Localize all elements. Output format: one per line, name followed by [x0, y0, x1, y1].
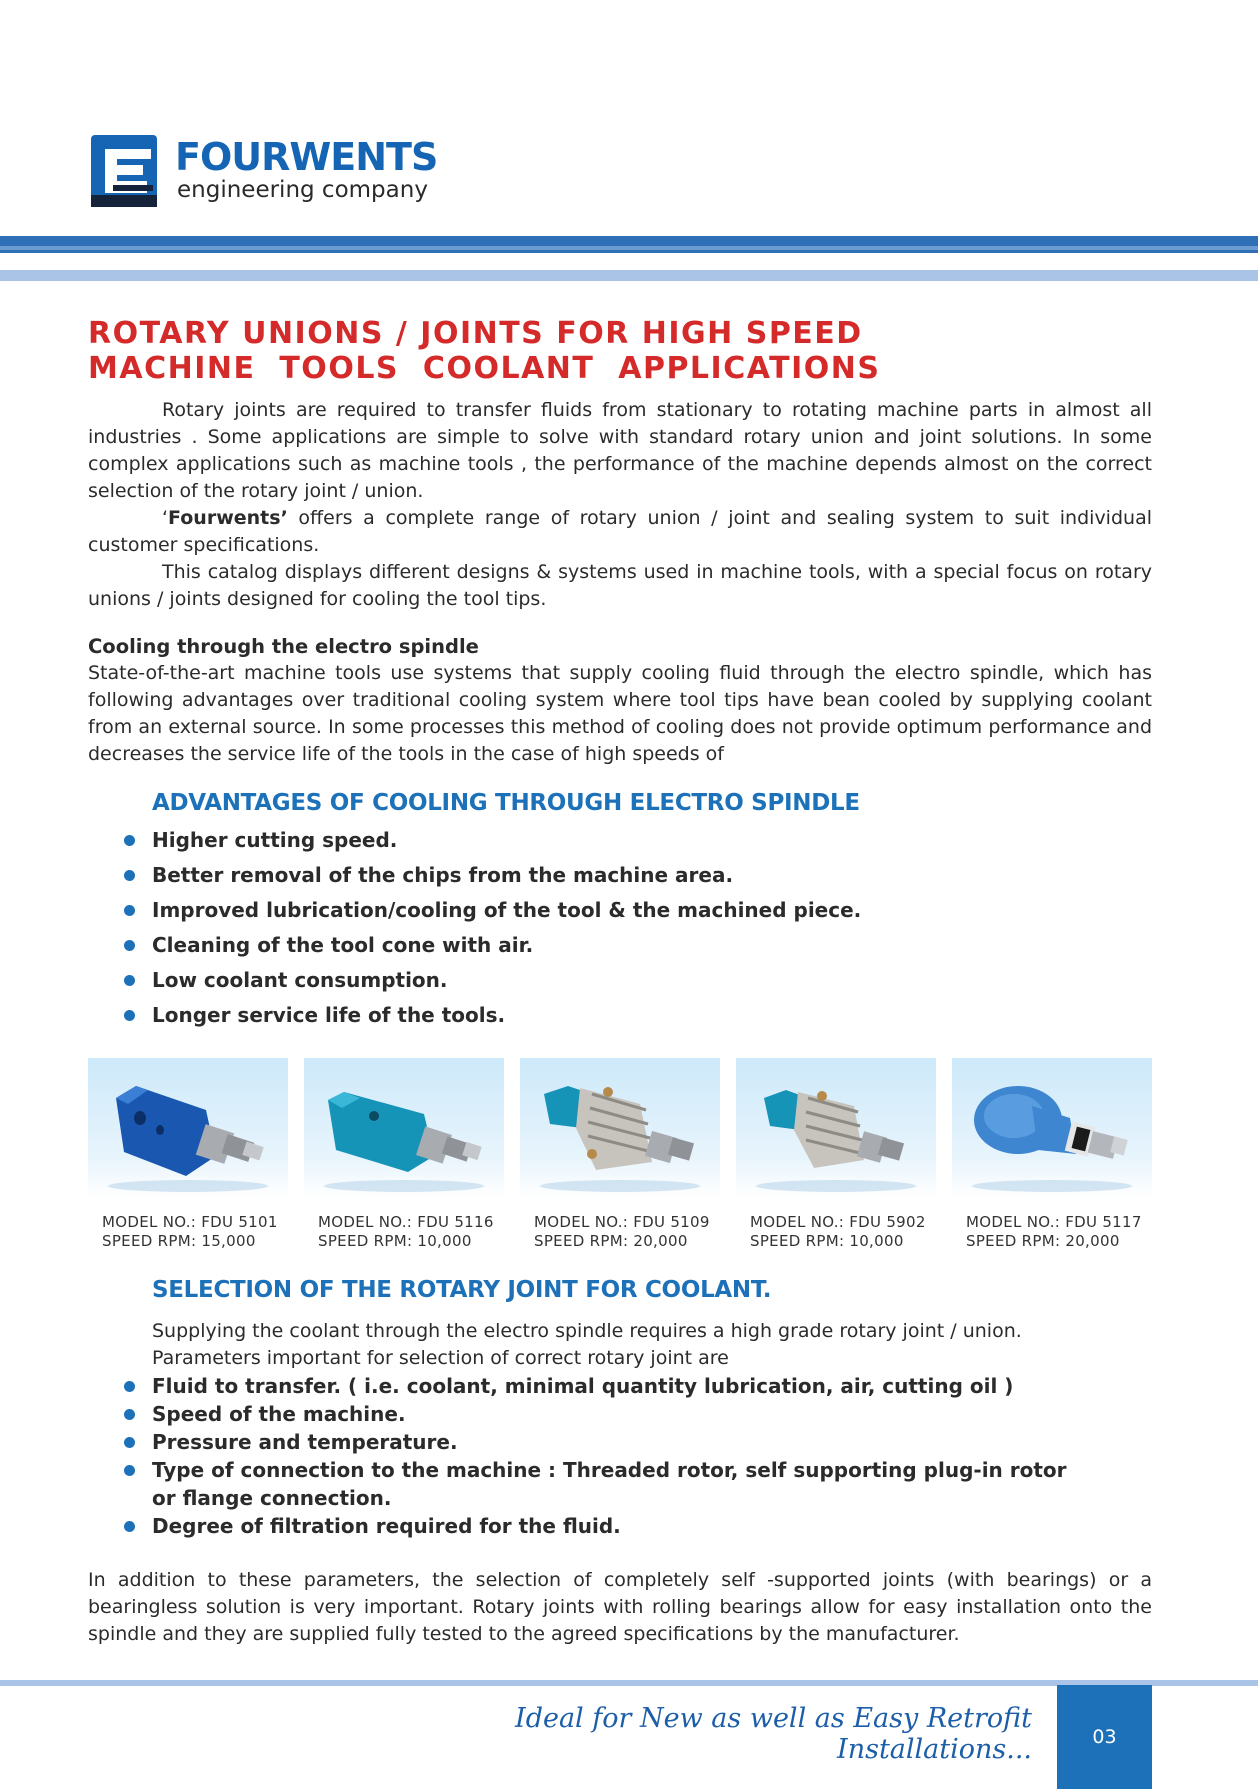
- list-item: Degree of filtration required for the fluid.: [122, 1512, 1082, 1540]
- product-model: MODEL NO.: FDU 5902: [750, 1213, 926, 1231]
- rotary-union-teal-icon: [304, 1058, 504, 1198]
- page-title: [88, 316, 1158, 386]
- list-item: Speed of the machine.: [122, 1400, 1082, 1428]
- list-item: Better removal of the chips from the machine area.: [122, 858, 861, 893]
- product-image: [952, 1058, 1152, 1198]
- product-card: [304, 1058, 504, 1251]
- rotary-union-flange-icon: [952, 1058, 1152, 1198]
- brand-name: FOURWENTS: [175, 135, 438, 179]
- product-card: [88, 1058, 288, 1251]
- cooling-section: [88, 633, 1152, 768]
- footer-slogan: Ideal for New as well as Easy Retrofit Installations...: [515, 1703, 1032, 1765]
- header-bar-stripe: [0, 246, 1258, 250]
- product-caption: [88, 1213, 288, 1251]
- product-image: [88, 1058, 288, 1198]
- brand-tagline: engineering company: [177, 177, 428, 203]
- selection-intro-line1: Supplying the coolant through the electro spindle requires a high grade rotary joint / union.: [152, 1320, 1022, 1342]
- page-title-line1: ROTARY UNIONS / JOINTS FOR HIGH SPEED: [88, 316, 863, 351]
- product-image: [520, 1058, 720, 1198]
- product-image: [304, 1058, 504, 1198]
- intro-paragraph-2: [88, 505, 1152, 559]
- product-card: [520, 1058, 720, 1251]
- product-image: [736, 1058, 936, 1198]
- intro-brand-name: Fourwents’: [168, 507, 288, 529]
- product-speed: SPEED RPM: 10,000: [750, 1232, 904, 1250]
- closing-paragraph: In addition to these parameters, the selection of completely self -supported joints (with bearings) or a bearingless solution is very important. Rotary joints with rolling bearings allow for easy installation onto the spindle and they are supplied fully tested to the agreed specifications by the manufacturer.: [88, 1569, 1152, 1645]
- intro-paragraph-3: This catalog displays different designs & systems used in machine tools, with a special focus on rotary unions / joints designed for cooling the tool tips.: [88, 561, 1152, 610]
- product-caption: [520, 1213, 720, 1251]
- company-logo: [91, 135, 438, 207]
- product-speed: SPEED RPM: 20,000: [966, 1232, 1120, 1250]
- product-caption: [952, 1213, 1152, 1251]
- selection-heading: SELECTION OF THE ROTARY JOINT FOR COOLANT.: [152, 1277, 772, 1303]
- rotary-union-finned-icon: [520, 1058, 720, 1198]
- product-model: MODEL NO.: FDU 5101: [102, 1213, 278, 1231]
- product-gallery: [88, 1058, 1152, 1258]
- intro-paragraph-2-text: offers a complete range of rotary union / joint and sealing system to suit individual customer specifications.: [88, 507, 1152, 556]
- rotary-union-finned-icon: [736, 1058, 936, 1198]
- product-caption: [304, 1213, 504, 1251]
- advantages-list: [122, 823, 861, 1033]
- product-card: [736, 1058, 936, 1251]
- page-title-line2: MACHINE TOOLS COOLANT APPLICATIONS: [88, 351, 881, 386]
- product-speed: SPEED RPM: 15,000: [102, 1232, 256, 1250]
- list-item: Pressure and temperature.: [122, 1428, 1082, 1456]
- selection-intro-line2: Parameters important for selection of correct rotary joint are: [152, 1347, 729, 1369]
- product-model: MODEL NO.: FDU 5117: [966, 1213, 1142, 1231]
- rotary-union-blue-icon: [88, 1058, 288, 1198]
- intro-paragraph-1: Rotary joints are required to transfer fluids from stationary to rotating machine parts in almost all industries . Some applications are simple to solve with standard rotary union and joint solutions. In some complex applications such as machine tools , the performance of the machine depends almost on the correct selection of the rotary joint / union.: [88, 399, 1152, 502]
- header-bar-dark: [0, 236, 1258, 253]
- product-caption: [736, 1213, 936, 1251]
- intro-section: [88, 397, 1152, 613]
- list-item: Higher cutting speed.: [122, 823, 861, 858]
- intro-open-quote: ‘: [162, 507, 169, 529]
- fourwents-logo-icon: [91, 135, 157, 207]
- list-item: Low coolant consumption.: [122, 963, 861, 998]
- list-item: Improved lubrication/cooling of the tool & the machined piece.: [122, 893, 861, 928]
- advantages-heading: ADVANTAGES OF COOLING THROUGH ELECTRO SPINDLE: [152, 790, 860, 816]
- product-speed: SPEED RPM: 10,000: [318, 1232, 472, 1250]
- page-number: 03: [1057, 1685, 1152, 1789]
- product-model: MODEL NO.: FDU 5116: [318, 1213, 494, 1231]
- selection-list: [122, 1372, 1082, 1540]
- selection-intro: [152, 1318, 1152, 1372]
- product-speed: SPEED RPM: 20,000: [534, 1232, 688, 1250]
- list-item: Fluid to transfer. ( i.e. coolant, minimal quantity lubrication, air, cutting oil ): [122, 1372, 1082, 1400]
- list-item: Longer service life of the tools.: [122, 998, 861, 1033]
- cooling-text: State-of-the-art machine tools use systems that supply cooling fluid through the electro spindle, which has following advantages over traditional cooling system where tool tips have bean cooled by supplying coolant from an external source. In some processes this method of cooling does not provide optimum performance and decreases the service life of the tools in the case of high speeds of: [88, 662, 1152, 765]
- list-item: Cleaning of the tool cone with air.: [122, 928, 861, 963]
- header-bar-light: [0, 270, 1258, 281]
- product-model: MODEL NO.: FDU 5109: [534, 1213, 710, 1231]
- list-item: Type of connection to the machine : Threaded rotor, self supporting plug-in rotor or flange connection.: [122, 1456, 1082, 1512]
- product-card: [952, 1058, 1152, 1251]
- cooling-heading: Cooling through the electro spindle: [88, 635, 479, 658]
